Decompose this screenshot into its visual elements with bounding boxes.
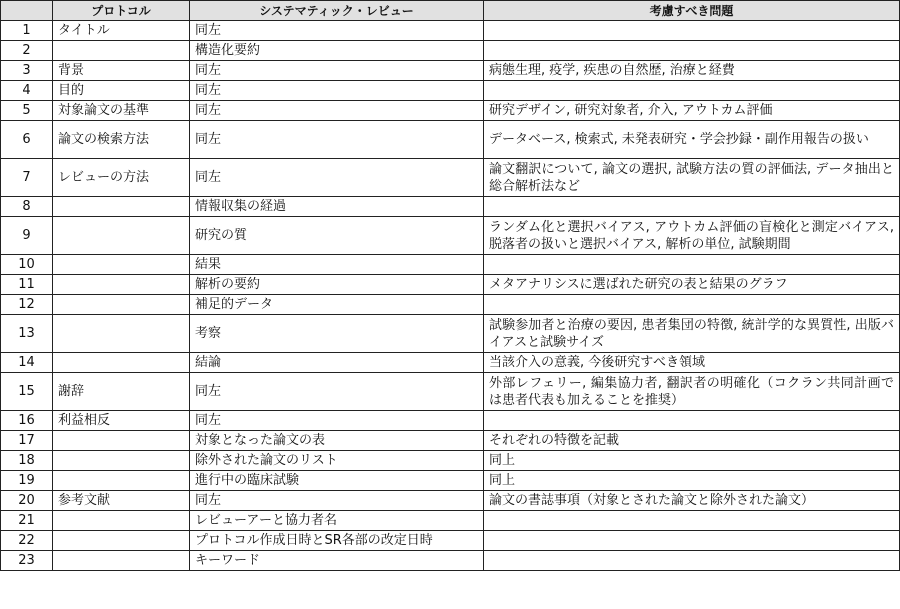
table-row — [1, 197, 900, 217]
cell-issues: 病態生理, 疫学, 疾患の自然歴, 治療と経費 — [484, 61, 900, 81]
cell-issues: 試験参加者と治療の要因, 患者集団の特徴, 統計学的な異質性, 出版バイアスと試験サイズ — [484, 315, 900, 353]
cell-number: 1 — [1, 21, 53, 41]
cell-review: 構造化要約 — [190, 41, 484, 61]
table-row — [1, 511, 900, 531]
cell-number: 21 — [1, 511, 53, 531]
cell-review: 同左 — [190, 21, 484, 41]
cell-number: 13 — [1, 315, 53, 353]
cell-protocol — [53, 275, 190, 295]
cell-number: 16 — [1, 411, 53, 431]
table-row — [1, 373, 900, 411]
cell-number: 10 — [1, 255, 53, 275]
table-row — [1, 81, 900, 101]
cell-issues — [484, 197, 900, 217]
table-header-row — [1, 1, 900, 21]
table-row — [1, 159, 900, 197]
table-row — [1, 431, 900, 451]
table-row — [1, 255, 900, 275]
cell-protocol — [53, 551, 190, 571]
cell-review: プロトコル作成日時とSR各部の改定日時 — [190, 531, 484, 551]
table-row — [1, 551, 900, 571]
table-body — [1, 21, 900, 571]
table-row — [1, 411, 900, 431]
table-row — [1, 295, 900, 315]
table-row — [1, 121, 900, 159]
cell-protocol: 利益相反 — [53, 411, 190, 431]
table-row — [1, 315, 900, 353]
cell-issues: 外部レフェリー, 編集協力者, 翻訳者の明確化（コクラン共同計画では患者代表も加えることを推奨） — [484, 373, 900, 411]
cell-number: 23 — [1, 551, 53, 571]
cell-number: 9 — [1, 217, 53, 255]
table-row — [1, 41, 900, 61]
cell-issues: それぞれの特徴を記載 — [484, 431, 900, 451]
cell-number: 4 — [1, 81, 53, 101]
cell-issues: メタアナリシスに選ばれた研究の表と結果のグラフ — [484, 275, 900, 295]
cell-review: 同左 — [190, 373, 484, 411]
cell-number: 6 — [1, 121, 53, 159]
header-systematic-review: システマティック・レビュー — [190, 1, 484, 21]
cell-issues: 論文の書誌事項（対象とされた論文と除外された論文） — [484, 491, 900, 511]
cell-protocol — [53, 451, 190, 471]
table-row — [1, 21, 900, 41]
table-row — [1, 61, 900, 81]
cell-review: 除外された論文のリスト — [190, 451, 484, 471]
cell-number: 7 — [1, 159, 53, 197]
table-row — [1, 275, 900, 295]
header-issues: 考慮すべき問題 — [484, 1, 900, 21]
cell-number: 12 — [1, 295, 53, 315]
cell-issues — [484, 531, 900, 551]
cell-review: 同左 — [190, 411, 484, 431]
header-number — [1, 1, 53, 21]
cell-review: 同左 — [190, 159, 484, 197]
cell-number: 5 — [1, 101, 53, 121]
header-protocol: プロトコル — [53, 1, 190, 21]
cell-number: 14 — [1, 353, 53, 373]
cell-protocol — [53, 431, 190, 451]
cell-number: 18 — [1, 451, 53, 471]
cell-issues: 同上 — [484, 471, 900, 491]
table-row — [1, 491, 900, 511]
cell-issues — [484, 295, 900, 315]
table-row — [1, 531, 900, 551]
cell-protocol: タイトル — [53, 21, 190, 41]
cell-issues — [484, 255, 900, 275]
cell-review: レビューアーと協力者名 — [190, 511, 484, 531]
cell-protocol — [53, 217, 190, 255]
cell-review: 解析の要約 — [190, 275, 484, 295]
cell-number: 15 — [1, 373, 53, 411]
cell-number: 17 — [1, 431, 53, 451]
cell-review: 研究の質 — [190, 217, 484, 255]
cell-issues: 同上 — [484, 451, 900, 471]
cell-protocol — [53, 511, 190, 531]
cell-review: 対象となった論文の表 — [190, 431, 484, 451]
cell-protocol — [53, 471, 190, 491]
cell-issues — [484, 41, 900, 61]
cell-review: 同左 — [190, 491, 484, 511]
cell-review: 同左 — [190, 81, 484, 101]
cell-protocol — [53, 295, 190, 315]
cell-issues: ランダム化と選択バイアス, アウトカム評価の盲検化と測定バイアス, 脱落者の扱いと選択バイアス, 解析の単位, 試験期間 — [484, 217, 900, 255]
cell-protocol — [53, 255, 190, 275]
cell-issues — [484, 21, 900, 41]
cell-issues: 論文翻訳について, 論文の選択, 試験方法の質の評価法, データ抽出と総合解析法など — [484, 159, 900, 197]
cell-protocol — [53, 353, 190, 373]
cell-number: 19 — [1, 471, 53, 491]
cell-review: 進行中の臨床試験 — [190, 471, 484, 491]
table-row — [1, 353, 900, 373]
cell-protocol — [53, 197, 190, 217]
cell-issues: データベース, 検索式, 未発表研究・学会抄録・副作用報告の扱い — [484, 121, 900, 159]
cell-protocol — [53, 531, 190, 551]
cell-protocol: レビューの方法 — [53, 159, 190, 197]
cell-number: 2 — [1, 41, 53, 61]
cell-number: 8 — [1, 197, 53, 217]
cell-review: 結果 — [190, 255, 484, 275]
cell-protocol: 目的 — [53, 81, 190, 101]
cell-review: 結論 — [190, 353, 484, 373]
cell-protocol: 論文の検索方法 — [53, 121, 190, 159]
cell-protocol: 対象論文の基準 — [53, 101, 190, 121]
cell-issues — [484, 511, 900, 531]
cell-review: 同左 — [190, 121, 484, 159]
cell-issues: 研究デザイン, 研究対象者, 介入, アウトカム評価 — [484, 101, 900, 121]
cell-protocol — [53, 41, 190, 61]
cell-review: 考察 — [190, 315, 484, 353]
cell-protocol: 参考文献 — [53, 491, 190, 511]
table-row — [1, 101, 900, 121]
cell-review: 同左 — [190, 61, 484, 81]
cell-protocol — [53, 315, 190, 353]
table-row — [1, 217, 900, 255]
cell-number: 11 — [1, 275, 53, 295]
table-row — [1, 451, 900, 471]
cell-number: 22 — [1, 531, 53, 551]
cell-review: 補足的データ — [190, 295, 484, 315]
cell-number: 3 — [1, 61, 53, 81]
cell-issues: 当該介入の意義, 今後研究すべき領域 — [484, 353, 900, 373]
cell-number: 20 — [1, 491, 53, 511]
cell-review: 同左 — [190, 101, 484, 121]
cell-issues — [484, 411, 900, 431]
cell-review: キーワード — [190, 551, 484, 571]
cell-protocol: 背景 — [53, 61, 190, 81]
cell-protocol: 謝辞 — [53, 373, 190, 411]
cell-issues — [484, 81, 900, 101]
cell-review: 情報収集の経過 — [190, 197, 484, 217]
cell-issues — [484, 551, 900, 571]
table-row — [1, 471, 900, 491]
